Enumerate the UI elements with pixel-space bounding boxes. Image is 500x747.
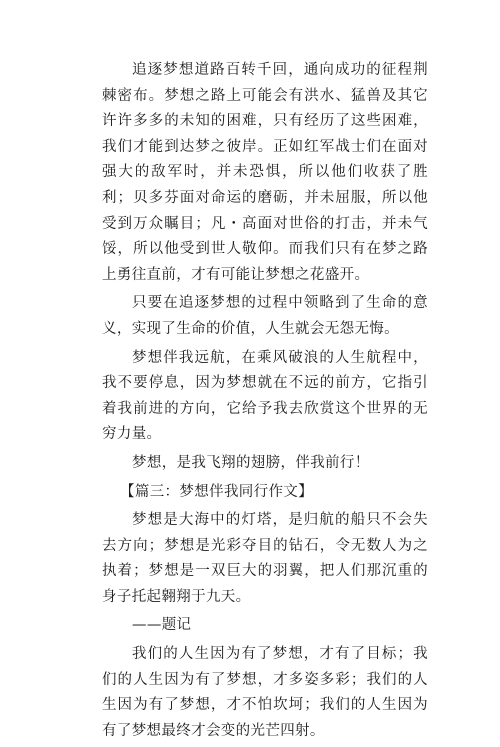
- paragraph-dream-road: 追逐梦想道路百转千回，通向成功的征程荆棘密布。梦想之路上可能会有洪水、猛兽及其它许许多多的未知的困难，只有经历了这些困难，我们才能到达梦之彼岸。正如红军战士们在面对强大的敌军时，并未恐惧，所以他们收获了胜利；贝多芬面对命运的磨砺，并未屈服，所以他受到万众瞩目；凡・高面对世俗的打击，并未气馁，所以他受到世人敬仰。而我们只有在梦之路上勇往直前，才有可能让梦想之花盛开。: [102, 62, 428, 283]
- document-body: [102, 58, 428, 747]
- paragraph-dream-wings: 梦想，是我飞翔的翅膀，伴我前行！: [132, 454, 370, 471]
- paragraph-epigraph: 梦想是大海中的灯塔，是归航的船只不会失去方向；梦想是光彩夺目的钻石，令无数人为之执着；梦想是一双巨大的羽翼，把人们那沉重的身子托起翱翔于九天。: [102, 512, 428, 605]
- paragraph-life-with-dream: 我们的人生因为有了梦想，才有了目标；我们的人生因为有了梦想，才多姿多彩；我们的人生因为有了梦想，才不怕坎坷；我们的人生因为有了梦想最终才会变的光芒四射。: [102, 646, 428, 739]
- epigraph-signature: ——题记: [132, 617, 192, 634]
- section-heading: 【篇三：梦想伴我同行作文】: [120, 483, 314, 500]
- paragraph-dream-voyage: 梦想伴我远航，在乘风破浪的人生航程中，我不要停息，因为梦想就在不远的前方，它指引着我前进的方向，它给予我去欣赏这个世界的无穷力量。: [102, 349, 428, 443]
- paragraph-meaning-of-life: 只要在追逐梦想的过程中领略到了生命的意义，实现了生命的价值，人生就会无怨无悔。: [102, 295, 428, 337]
